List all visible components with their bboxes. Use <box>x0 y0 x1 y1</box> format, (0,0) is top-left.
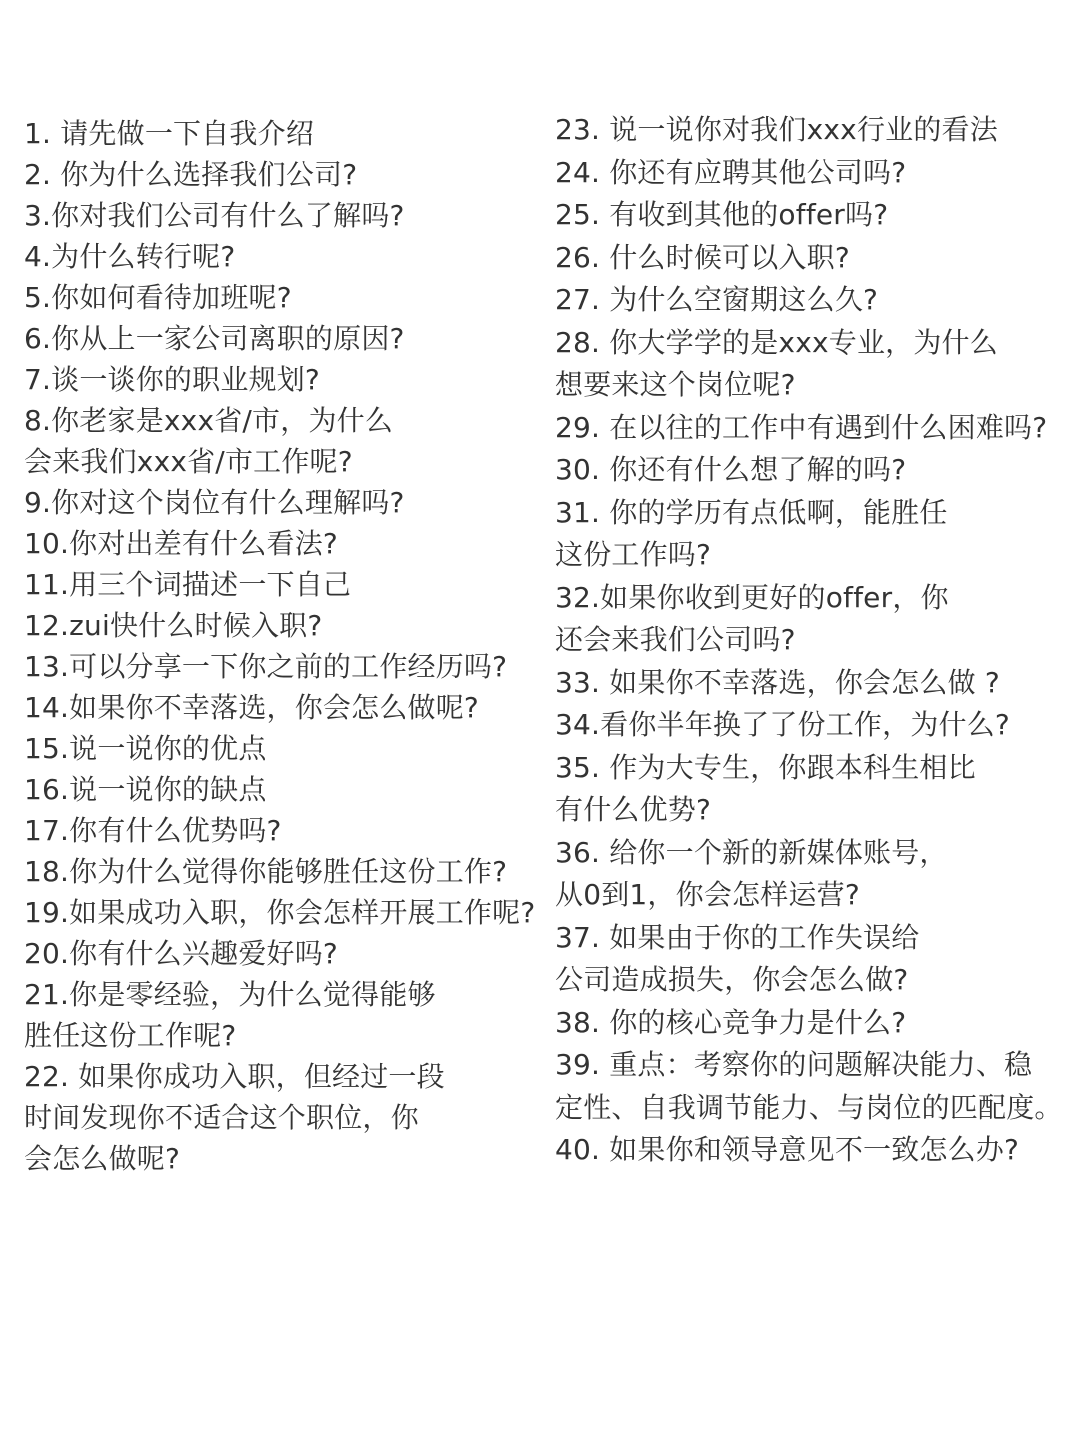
question-line: 12.zui快什么时候入职? <box>24 609 323 642</box>
question-line: 15.说一说你的优点 <box>24 732 267 765</box>
question-line: 34.看你半年换了了份工作，为什么? <box>555 708 1010 741</box>
question-line: 5.你如何看待加班呢? <box>24 281 292 314</box>
question-line: 11.用三个词描述一下自己 <box>24 568 352 601</box>
question-line: 会来我们xxx省/市工作呢? <box>24 445 353 478</box>
question-line: 14.如果你不幸落选，你会怎么做呢? <box>24 691 479 724</box>
question-line: 28. 你大学学的是xxx专业，为什么 <box>555 326 998 359</box>
question-line: 3.你对我们公司有什么了解吗? <box>24 199 405 232</box>
question-line: 24. 你还有应聘其他公司吗? <box>555 156 907 189</box>
question-line: 18.你为什么觉得你能够胜任这份工作? <box>24 855 508 888</box>
question-line: 2. 你为什么选择我们公司? <box>24 158 358 191</box>
question-line: 想要来这个岗位呢? <box>555 368 796 401</box>
question-line: 29. 在以往的工作中有遇到什么困难吗? <box>555 411 1048 444</box>
question-line: 32.如果你收到更好的offer，你 <box>555 581 949 614</box>
question-line: 27. 为什么空窗期这么久? <box>555 283 879 316</box>
question-line: 1. 请先做一下自我介绍 <box>24 117 315 150</box>
question-line: 33. 如果你不幸落选，你会怎么做 ? <box>555 666 1000 699</box>
question-line: 6.你从上一家公司离职的原因? <box>24 322 405 355</box>
question-line: 这份工作吗? <box>555 538 712 571</box>
question-line: 38. 你的核心竞争力是什么? <box>555 1006 907 1039</box>
question-line: 公司造成损失，你会怎么做? <box>555 963 909 996</box>
question-line: 有什么优势? <box>555 793 712 826</box>
question-line: 25. 有收到其他的offer吗? <box>555 198 889 231</box>
question-line: 16.说一说你的缺点 <box>24 773 267 806</box>
question-line: 36. 给你一个新的新媒体账号， <box>555 836 948 869</box>
question-line: 21.你是零经验，为什么觉得能够 <box>24 978 436 1011</box>
question-line: 17.你有什么优势吗? <box>24 814 282 847</box>
question-line: 还会来我们公司吗? <box>555 623 796 656</box>
question-line: 10.你对出差有什么看法? <box>24 527 338 560</box>
question-line: 22. 如果你成功入职，但经过一段 <box>24 1060 445 1093</box>
question-line: 37. 如果由于你的工作失误给 <box>555 921 920 954</box>
question-line: 19.如果成功入职，你会怎样开展工作呢? <box>24 896 536 929</box>
question-line: 31. 你的学历有点低啊，能胜任 <box>555 496 948 529</box>
question-line: 7.谈一谈你的职业规划? <box>24 363 320 396</box>
question-line: 30. 你还有什么想了解的吗? <box>555 453 907 486</box>
question-line: 13.可以分享一下你之前的工作经历吗? <box>24 650 508 683</box>
question-line: 定性、自我调节能力、与岗位的匹配度。 <box>555 1091 1063 1124</box>
question-line: 从0到1，你会怎样运营? <box>555 878 860 911</box>
question-line: 35. 作为大专生，你跟本科生相比 <box>555 751 976 784</box>
question-line: 会怎么做呢? <box>24 1142 181 1175</box>
question-line: 40. 如果你和领导意见不一致怎么办? <box>555 1133 1020 1166</box>
question-line: 9.你对这个岗位有什么理解吗? <box>24 486 405 519</box>
question-line: 26. 什么时候可以入职? <box>555 241 850 274</box>
question-line: 20.你有什么兴趣爱好吗? <box>24 937 338 970</box>
question-line: 23. 说一说你对我们xxx行业的看法 <box>555 113 998 146</box>
question-line: 39. 重点：考察你的问题解决能力、稳 <box>555 1048 1033 1081</box>
question-line: 时间发现你不适合这个职位，你 <box>24 1101 419 1134</box>
question-line: 4.为什么转行呢? <box>24 240 236 273</box>
question-line: 胜任这份工作呢? <box>24 1019 237 1052</box>
question-line: 8.你老家是xxx省/市，为什么 <box>24 404 394 437</box>
